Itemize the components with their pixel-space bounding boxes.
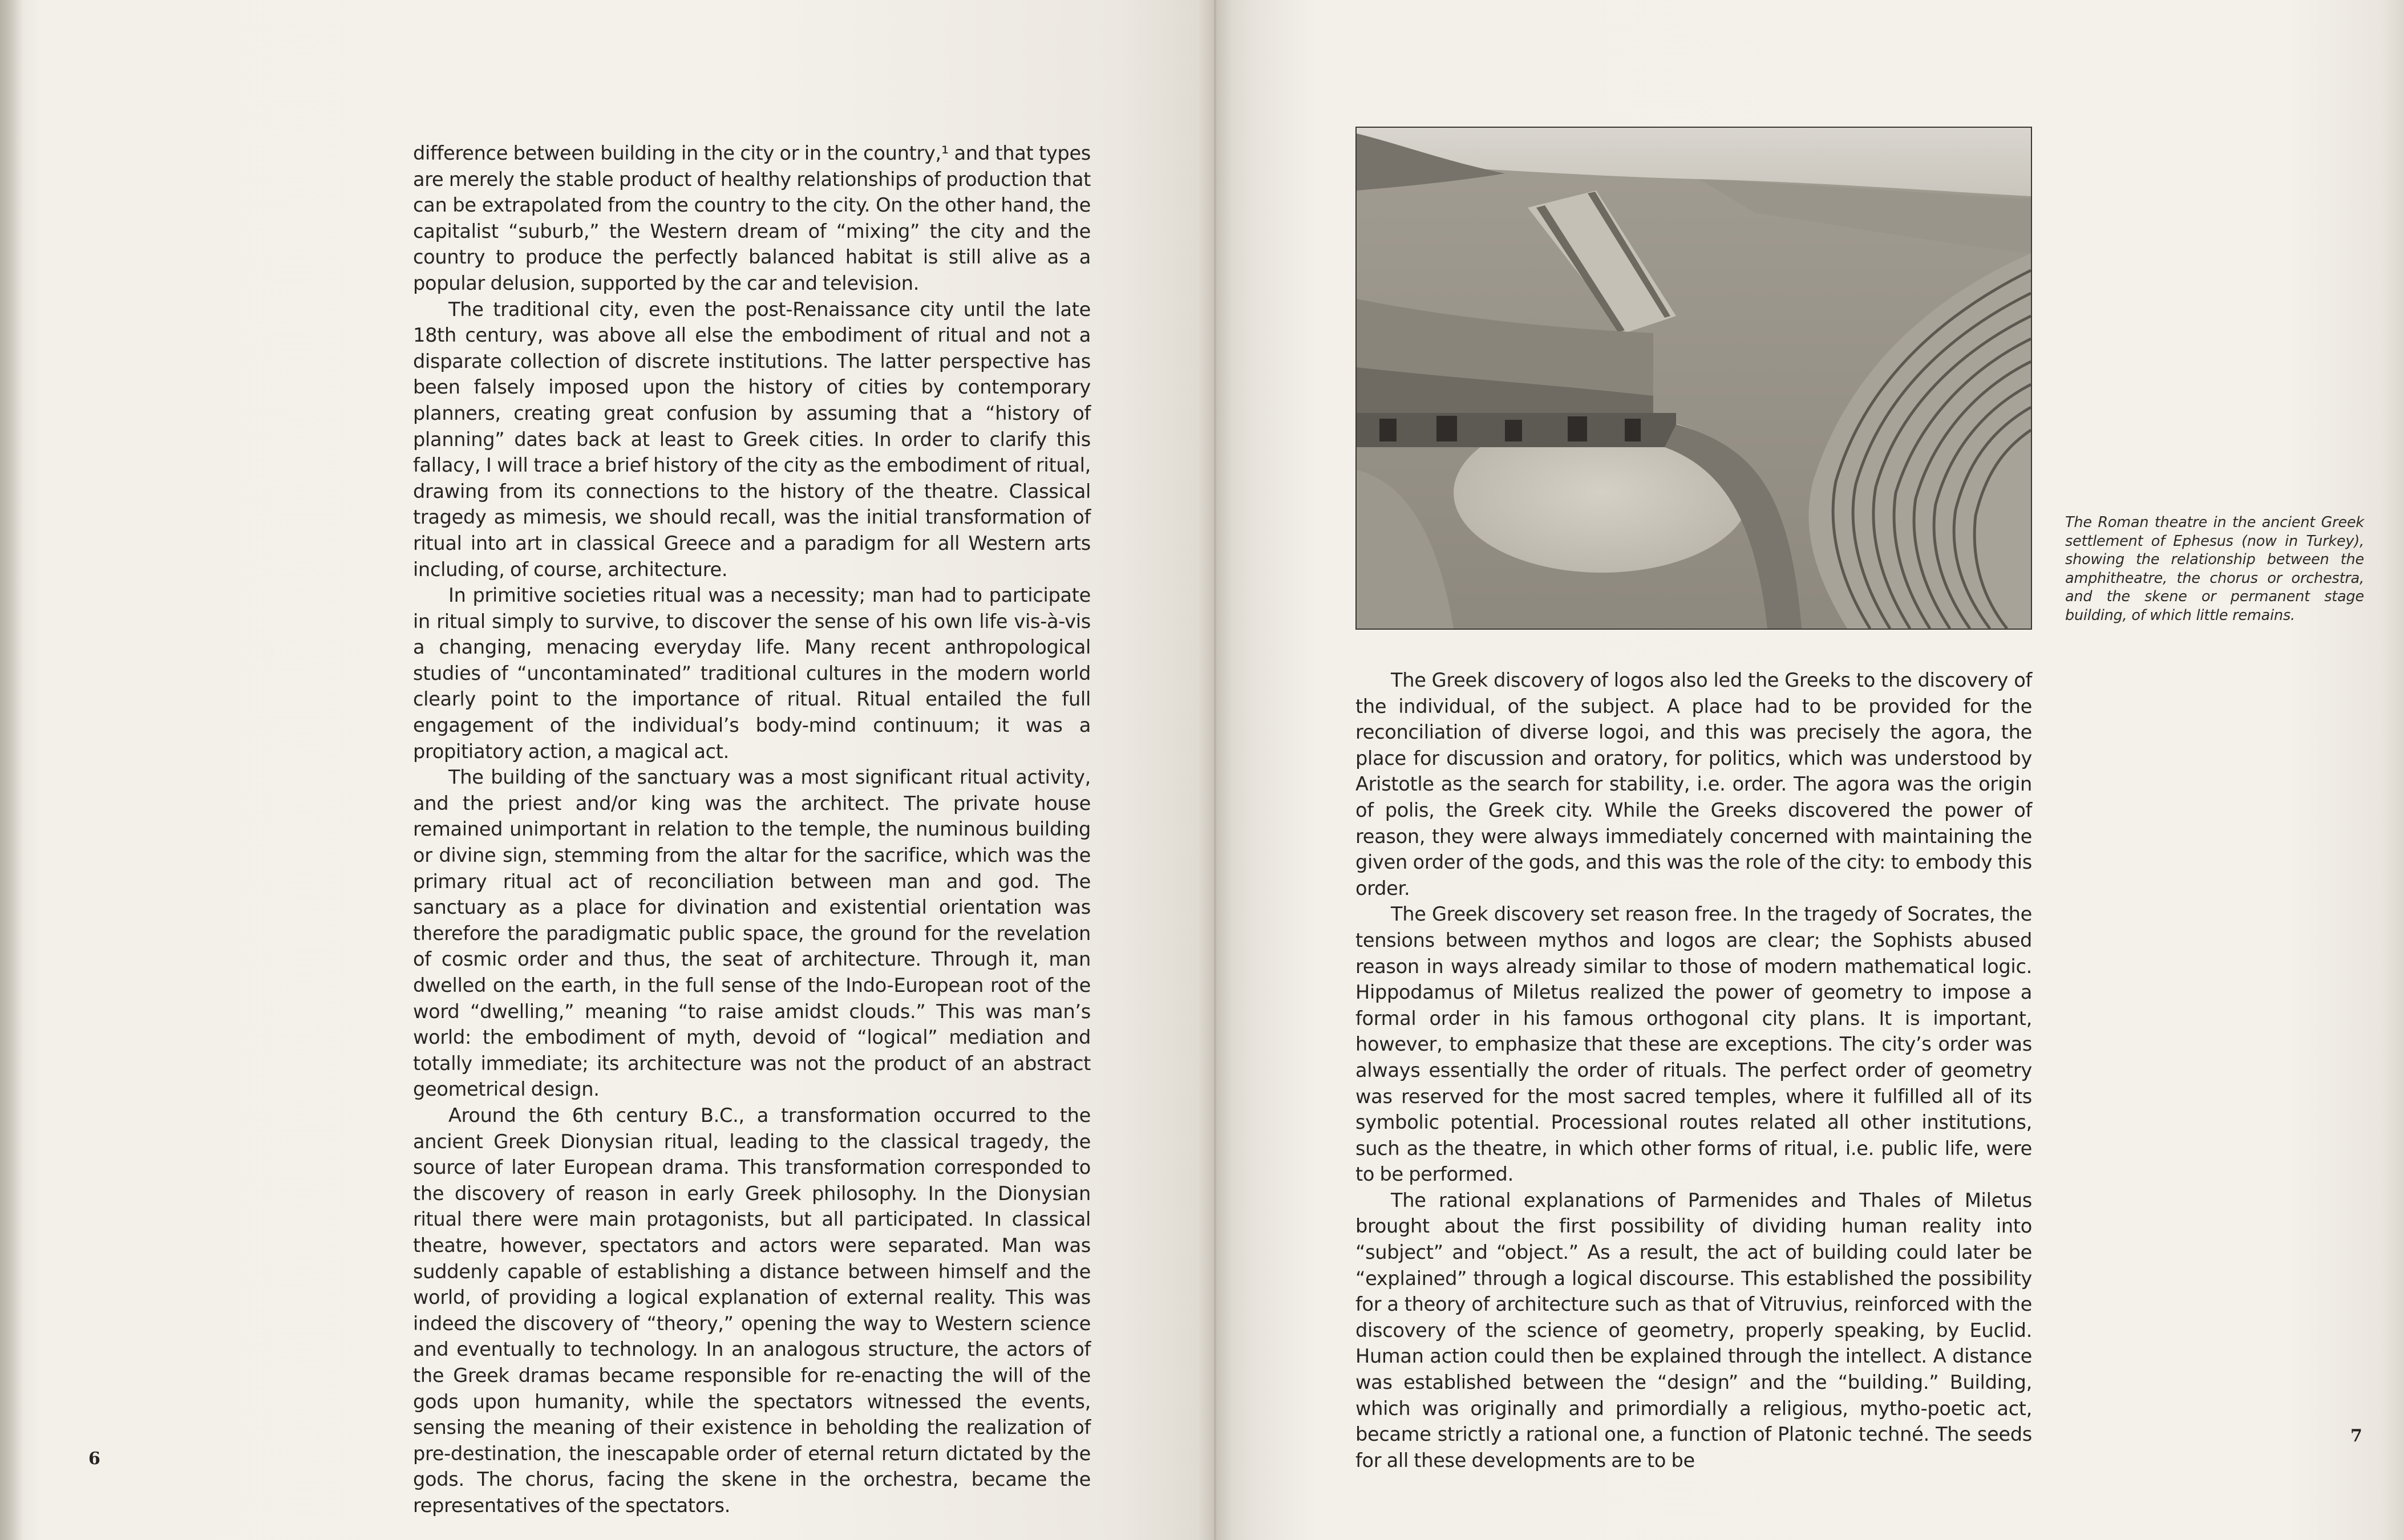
- page-number-left: 6: [88, 1449, 100, 1469]
- body-paragraph: difference between building in the city or in the country,¹ and that types are merely the stable product of healthy relationships of production that can be extrapolated from the country to the city. On the other hand, the capitalist “suburb,” the Western dream of “mixing” the city and the country to produce the perfectly balanced habitat is still alive as a popular delusion, supported by the car and television.: [413, 142, 1091, 294]
- body-paragraph: The traditional city, even the post-Renaissance city until the late 18th century, was above all else the embodiment of ritual and not a disparate collection of discrete institutions. The latter perspective has been falsely imposed upon the history of cities by contemporary planners, creating great confusion by assuming that a “history of planning” dates back at least to Greek cities. In order to clarify this fallacy, I will trace a brief history of the city as the embodiment of ritual, drawing from its connections to the history of the theatre. Classical tragedy as mimesis, we should recall, was the initial transformation of ritual into art in classical Greece and a paradigm for all Western arts including, of course, architecture.: [413, 298, 1091, 581]
- body-paragraph: The building of the sanctuary was a most significant ritual activity, and the priest and/or king was the architect. The private house remained unimportant in relation to the temple, the numinous building or divine sign, stemming from the altar for the sacrifice, which was the primary ritual act of reconciliation between man and god. The sanctuary as a place for divination and existential orientation was therefore the paradigmatic public space, the ground for the revelation of cosmic order and thus, the seat of architecture. Through it, man dwelled on the earth, in the full sense of the Indo-European root of the word “dwelling,” meaning “to raise amidst clouds.” This was man’s world: the embodiment of myth, devoid of “logical” mediation and totally immediate; its architecture was not the product of an abstract geometrical design.: [413, 766, 1091, 1101]
- photo-caption: The Roman theatre in the ancient Greek settlement of Ephesus (now in Turkey), showing the relationship between the amphitheatre, the chorus or orchestra, and the skene or permanent stage building, of which little remains.: [2065, 514, 2364, 624]
- right-text-column: [1355, 667, 2032, 1473]
- body-paragraph: The Greek discovery of logos also led the Greeks to the discovery of the individual, of the subject. A place had to be provided for the reconciliation of diverse logoi, and this was precisely the agora, the place for discussion and oratory, for politics, which was understood by Aristotle as the search for stability, i.e. order. The agora was the origin of polis, the Greek city. While the Greeks discovered the power of reason, they were always immediately concerned with maintaining the given order of the gods, and this was the role of the city: to embody this order.: [1355, 669, 2032, 899]
- body-paragraph: The Greek discovery set reason free. In the tragedy of Socrates, the tensions between mythos and logos are clear; the Sophists abused reason in ways already similar to those of modern mathematical logic. Hippodamus of Miletus realized the power of geometry to impose a formal order in his famous orthogonal city plans. It is important, however, to emphasize that these are exceptions. The city’s order was always essentially the order of rituals. The perfect order of geometry was reserved for the most sacred temples, where it fulfilled all of its symbolic potential. Processional routes related all other institutions, such as the theatre, in which other forms of ritual, i.e. public life, were to be performed.: [1355, 903, 2032, 1186]
- book-gutter: [1198, 0, 1232, 1540]
- page-number-right: 7: [2350, 1426, 2362, 1446]
- left-text-column: [413, 140, 1091, 1518]
- body-paragraph: In primitive societies ritual was a necessity; man had to participate in ritual simply to survive, to discover the sense of his own life vis-à-vis a changing, menacing everyday life. Many recent anthropological studies of “uncontaminated” traditional cultures in the modern world clearly point to the importance of ritual. Ritual entailed the full engagement of the individual’s body-mind continuum; it was a propitiatory action, a magical act.: [413, 584, 1091, 763]
- page-edge-shadow: [0, 0, 23, 1540]
- theatre-photograph: [1355, 127, 2032, 630]
- body-paragraph: The rational explanations of Parmenides and Thales of Miletus brought about the first possibility of dividing human reality into “subject” and “object.” As a result, the act of building could later be “explained” through a logical discourse. This established the possibility for a theory of architecture such as that of Vitruvius, reinforced with the discovery of the science of geometry, properly speaking, by Euclid. Human action could then be explained through the intellect. A distance was established between the “design” and the “building.” Building, which was originally and primordially a religious, mytho-poetic act, became strictly a rational one, a function of Platonic techné. The seeds for all these developments are to be: [1355, 1189, 2032, 1472]
- body-paragraph: Around the 6th century B.C., a transformation occurred to the ancient Greek Dionysian ritual, leading to the classical tragedy, the source of later European drama. This transformation corresponded to the discovery of reason in early Greek philosophy. In the Dionysian ritual there were main protagonists, but all participated. In classical theatre, however, spectators and actors were separated. Man was suddenly capable of establishing a distance between himself and the world, of providing a logical explanation of external reality. This was indeed the discovery of “theory,” opening the way to Western science and eventually to technology. In an analogous structure, the actors of the Greek dramas became responsible for re-enacting the will of the gods upon humanity, while the spectators witnessed the events, sensing the meaning of their existence in beholding the realization of pre-destination, the inescapable order of eternal return dictated by the gods. The chorus, facing the skene in the orchestra, became the representatives of the spectators.: [413, 1104, 1091, 1517]
